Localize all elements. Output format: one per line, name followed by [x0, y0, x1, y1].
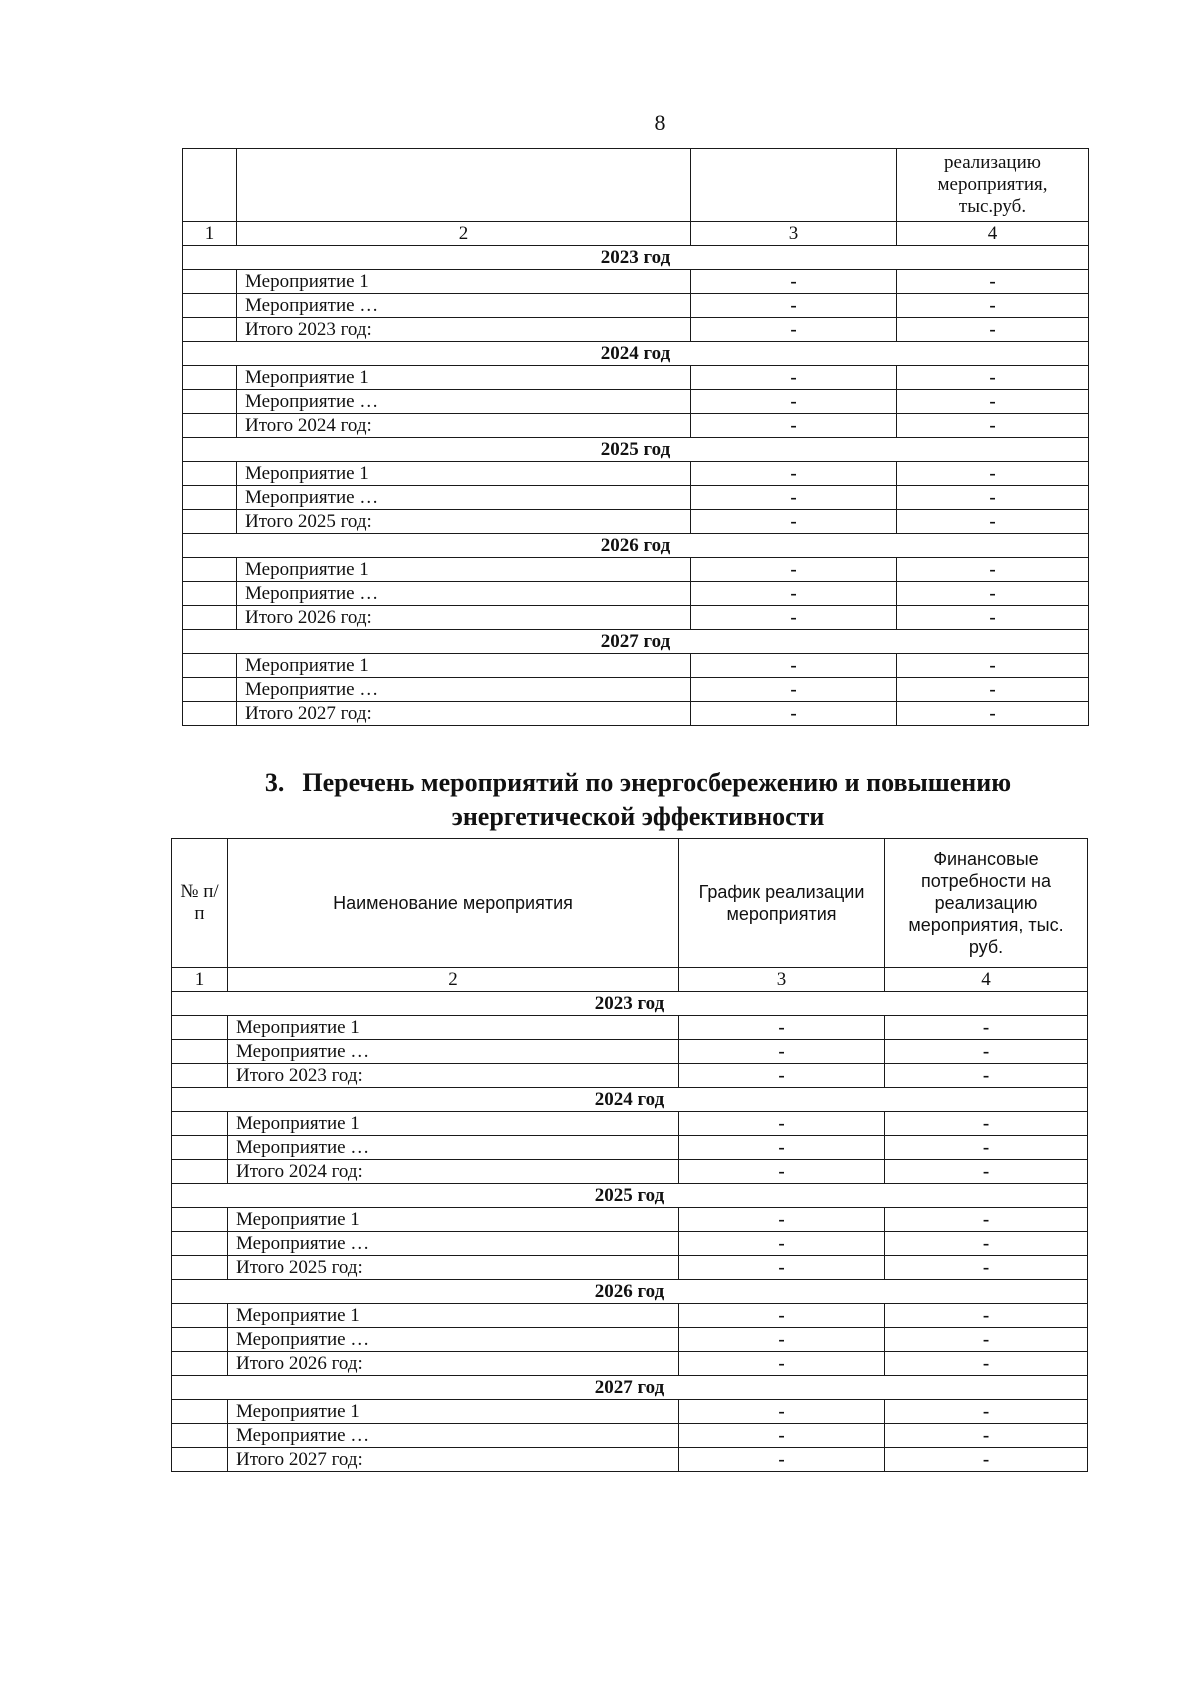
schedule-cell: -: [679, 1328, 885, 1352]
table-row: [183, 294, 1089, 318]
total-row: [172, 1352, 1088, 1376]
schedule-cell: -: [691, 654, 897, 678]
year-group-row: [183, 246, 1089, 270]
activity-name: Мероприятие …: [228, 1328, 679, 1352]
column-number: 1: [172, 968, 228, 992]
schedule-cell: -: [679, 1424, 885, 1448]
row-number-cell: [183, 654, 237, 678]
column-number: 4: [897, 222, 1089, 246]
total-row: [183, 414, 1089, 438]
column-number: 3: [691, 222, 897, 246]
year-heading: 2023 год: [183, 246, 1089, 270]
schedule-cell: -: [691, 318, 897, 342]
finance-cell: -: [897, 510, 1089, 534]
finance-cell: -: [897, 390, 1089, 414]
total-label: Итого 2026 год:: [228, 1352, 679, 1376]
year-group-row: [183, 630, 1089, 654]
activity-name: Мероприятие 1: [228, 1304, 679, 1328]
schedule-cell: -: [691, 414, 897, 438]
row-number-cell: [172, 1328, 228, 1352]
activity-name: Мероприятие …: [237, 294, 691, 318]
row-number-cell: [183, 678, 237, 702]
table-row: [172, 1328, 1088, 1352]
row-number-cell: [183, 318, 237, 342]
total-row: [183, 318, 1089, 342]
column-number: 2: [237, 222, 691, 246]
finance-cell: -: [885, 1160, 1088, 1184]
table-header-row: [172, 839, 1088, 968]
row-number-cell: [183, 510, 237, 534]
activity-name: Мероприятие …: [237, 678, 691, 702]
activity-name: Мероприятие …: [228, 1136, 679, 1160]
schedule-cell: -: [691, 486, 897, 510]
table-row: [183, 390, 1089, 414]
row-number-cell: [172, 1136, 228, 1160]
activity-name: Мероприятие 1: [237, 558, 691, 582]
total-row: [183, 702, 1089, 726]
column-number: 3: [679, 968, 885, 992]
finance-cell: -: [897, 414, 1089, 438]
schedule-cell: -: [691, 606, 897, 630]
header-cell-finance: Финансовые потребности на реализацию мероприятия, тыс. руб.: [885, 839, 1088, 968]
activity-name: Мероприятие …: [228, 1040, 679, 1064]
row-number-cell: [172, 1112, 228, 1136]
year-heading: 2024 год: [183, 342, 1089, 366]
row-number-cell: [183, 702, 237, 726]
finance-cell: -: [897, 270, 1089, 294]
row-number-cell: [183, 462, 237, 486]
schedule-cell: -: [679, 1448, 885, 1472]
schedule-cell: -: [679, 1232, 885, 1256]
finance-cell: -: [897, 318, 1089, 342]
header-cell-num: № п/п: [172, 839, 228, 968]
schedule-cell: -: [691, 270, 897, 294]
finance-cell: -: [885, 1352, 1088, 1376]
schedule-cell: -: [679, 1352, 885, 1376]
column-number-row: [183, 222, 1089, 246]
row-number-cell: [172, 1208, 228, 1232]
header-cell-finance: реализацию мероприятия, тыс.руб.: [897, 149, 1089, 222]
row-number-cell: [172, 1448, 228, 1472]
table-row: [183, 270, 1089, 294]
finance-cell: -: [885, 1424, 1088, 1448]
section-title-line1: Перечень мероприятий по энергосбережению и повышению: [302, 768, 1012, 797]
year-group-row: [172, 1376, 1088, 1400]
finance-cell: -: [897, 678, 1089, 702]
schedule-cell: -: [691, 582, 897, 606]
schedule-cell: -: [679, 1208, 885, 1232]
finance-cell: -: [885, 1136, 1088, 1160]
section-title-line2: энергетической эффективности: [451, 802, 825, 831]
table-row: [183, 486, 1089, 510]
year-group-row: [172, 992, 1088, 1016]
activity-name: Мероприятие …: [237, 390, 691, 414]
finance-cell: -: [885, 1208, 1088, 1232]
table-row: [183, 462, 1089, 486]
year-group-row: [172, 1088, 1088, 1112]
finance-cell: -: [885, 1064, 1088, 1088]
activity-name: Мероприятие 1: [228, 1400, 679, 1424]
year-heading: 2024 год: [172, 1088, 1088, 1112]
header-cell-num: [183, 149, 237, 222]
energy-saving-activities-table: [171, 838, 1088, 1472]
activity-name: Мероприятие …: [228, 1232, 679, 1256]
total-row: [172, 1256, 1088, 1280]
section-title: [180, 766, 1096, 834]
schedule-cell: -: [679, 1064, 885, 1088]
total-row: [172, 1160, 1088, 1184]
finance-cell: -: [897, 558, 1089, 582]
row-number-cell: [172, 1016, 228, 1040]
table-row: [172, 1208, 1088, 1232]
finance-cell: -: [885, 1256, 1088, 1280]
column-number: 1: [183, 222, 237, 246]
activity-name: Мероприятие 1: [228, 1112, 679, 1136]
year-heading: 2026 год: [172, 1280, 1088, 1304]
row-number-cell: [172, 1424, 228, 1448]
total-row: [172, 1448, 1088, 1472]
table-row: [183, 654, 1089, 678]
activity-name: Мероприятие 1: [228, 1208, 679, 1232]
finance-cell: -: [897, 606, 1089, 630]
row-number-cell: [183, 270, 237, 294]
year-group-row: [183, 342, 1089, 366]
row-number-cell: [172, 1232, 228, 1256]
year-heading: 2027 год: [172, 1376, 1088, 1400]
column-number-row: [172, 968, 1088, 992]
activity-name: Мероприятие 1: [237, 462, 691, 486]
row-number-cell: [183, 582, 237, 606]
row-number-cell: [183, 414, 237, 438]
table-row: [183, 582, 1089, 606]
schedule-cell: -: [691, 462, 897, 486]
schedule-cell: -: [691, 294, 897, 318]
table-row: [172, 1304, 1088, 1328]
finance-cell: -: [897, 582, 1089, 606]
finance-cell: -: [885, 1040, 1088, 1064]
table-row: [172, 1136, 1088, 1160]
row-number-cell: [183, 294, 237, 318]
finance-cell: -: [885, 1304, 1088, 1328]
column-number: 2: [228, 968, 679, 992]
schedule-cell: -: [679, 1040, 885, 1064]
row-number-cell: [183, 390, 237, 414]
schedule-cell: -: [691, 366, 897, 390]
year-heading: 2023 год: [172, 992, 1088, 1016]
total-label: Итого 2025 год:: [237, 510, 691, 534]
year-heading: 2026 год: [183, 534, 1089, 558]
table-row: [172, 1040, 1088, 1064]
schedule-cell: -: [679, 1160, 885, 1184]
total-label: Итого 2027 год:: [237, 702, 691, 726]
total-label: Итого 2024 год:: [237, 414, 691, 438]
total-row: [172, 1064, 1088, 1088]
table-row: [172, 1424, 1088, 1448]
header-cell-name: Наименование мероприятия: [228, 839, 679, 968]
activity-name: Мероприятие …: [237, 582, 691, 606]
schedule-cell: -: [679, 1136, 885, 1160]
total-row: [183, 606, 1089, 630]
page-number: 8: [654, 110, 666, 135]
activity-name: Мероприятие 1: [228, 1016, 679, 1040]
column-number: 4: [885, 968, 1088, 992]
table-row: [183, 678, 1089, 702]
year-heading: 2027 год: [183, 630, 1089, 654]
finance-cell: -: [897, 366, 1089, 390]
table-header-row: [183, 149, 1089, 222]
table-row: [172, 1112, 1088, 1136]
table-row: [183, 558, 1089, 582]
finance-cell: -: [885, 1232, 1088, 1256]
row-number-cell: [183, 606, 237, 630]
year-heading: 2025 год: [183, 438, 1089, 462]
finance-cell: -: [885, 1016, 1088, 1040]
finance-cell: -: [897, 462, 1089, 486]
finance-cell: -: [885, 1400, 1088, 1424]
table-row: [183, 366, 1089, 390]
year-group-row: [183, 438, 1089, 462]
section-number: 3.: [264, 768, 285, 797]
total-label: Итого 2027 год:: [228, 1448, 679, 1472]
row-number-cell: [183, 558, 237, 582]
activities-table-continued: [182, 148, 1089, 726]
schedule-cell: -: [679, 1400, 885, 1424]
total-label: Итого 2025 год:: [228, 1256, 679, 1280]
schedule-cell: -: [679, 1112, 885, 1136]
activity-name: Мероприятие 1: [237, 366, 691, 390]
finance-cell: -: [885, 1112, 1088, 1136]
activity-name: Мероприятие …: [237, 486, 691, 510]
schedule-cell: -: [679, 1016, 885, 1040]
total-label: Итого 2024 год:: [228, 1160, 679, 1184]
finance-cell: -: [897, 486, 1089, 510]
row-number-cell: [183, 366, 237, 390]
table-row: [172, 1400, 1088, 1424]
total-label: Итого 2026 год:: [237, 606, 691, 630]
total-label: Итого 2023 год:: [228, 1064, 679, 1088]
table-row: [172, 1016, 1088, 1040]
finance-cell: -: [897, 702, 1089, 726]
finance-cell: -: [897, 294, 1089, 318]
finance-cell: -: [897, 654, 1089, 678]
row-number-cell: [172, 1304, 228, 1328]
row-number-cell: [172, 1160, 228, 1184]
year-group-row: [172, 1184, 1088, 1208]
row-number-cell: [172, 1040, 228, 1064]
schedule-cell: -: [679, 1256, 885, 1280]
year-group-row: [172, 1280, 1088, 1304]
row-number-cell: [172, 1400, 228, 1424]
row-number-cell: [172, 1064, 228, 1088]
total-row: [183, 510, 1089, 534]
row-number-cell: [172, 1352, 228, 1376]
finance-cell: -: [885, 1448, 1088, 1472]
row-number-cell: [183, 486, 237, 510]
table-row: [172, 1232, 1088, 1256]
schedule-cell: -: [691, 390, 897, 414]
header-cell-schedule: [691, 149, 897, 222]
schedule-cell: -: [679, 1304, 885, 1328]
row-number-cell: [172, 1256, 228, 1280]
schedule-cell: -: [691, 678, 897, 702]
activity-name: Мероприятие 1: [237, 270, 691, 294]
year-heading: 2025 год: [172, 1184, 1088, 1208]
activity-name: Мероприятие …: [228, 1424, 679, 1448]
header-cell-name: [237, 149, 691, 222]
activity-name: Мероприятие 1: [237, 654, 691, 678]
header-cell-schedule: График реализации мероприятия: [679, 839, 885, 968]
year-group-row: [183, 534, 1089, 558]
finance-cell: -: [885, 1328, 1088, 1352]
schedule-cell: -: [691, 702, 897, 726]
total-label: Итого 2023 год:: [237, 318, 691, 342]
schedule-cell: -: [691, 558, 897, 582]
schedule-cell: -: [691, 510, 897, 534]
